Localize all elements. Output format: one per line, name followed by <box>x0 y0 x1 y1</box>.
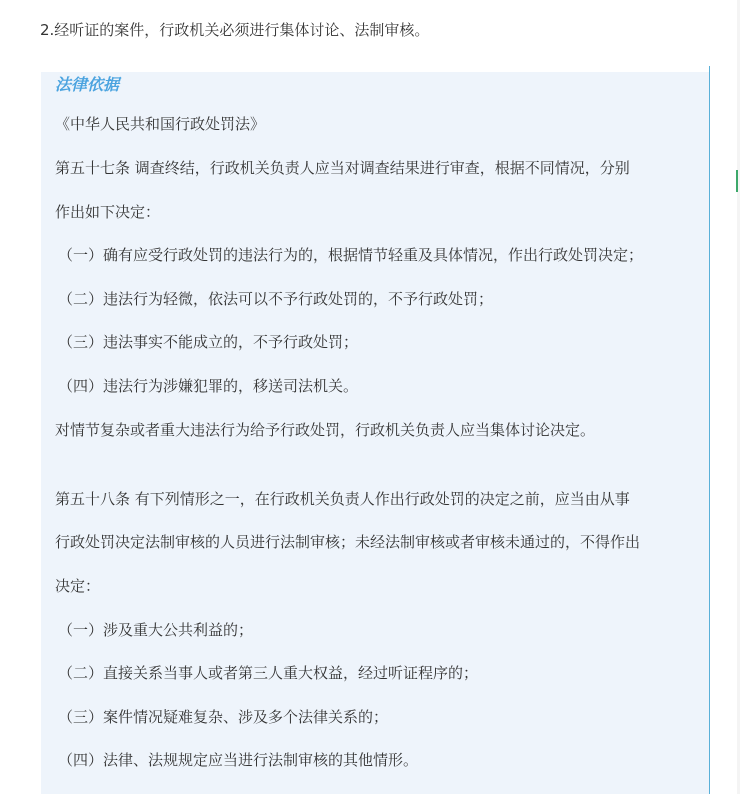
panel-heading: 法律依据 <box>55 75 120 94</box>
article-58-line-3: 决定： <box>55 577 101 595</box>
article-57-line-2: 作出如下决定： <box>55 203 161 221</box>
article-57-item: （一）确有应受行政处罚的违法行为的，根据情节轻重及具体情况，作出行政处罚决定； <box>58 246 644 264</box>
article-57-item: （三）违法事实不能成立的，不予行政处罚； <box>58 333 359 351</box>
article-57-item: （二）违法行为轻微，依法可以不予行政处罚的，不予行政处罚； <box>58 290 494 308</box>
article-58-line-1: 第五十八条 有下列情形之一，在行政机关负责人作出行政处罚的决定之前，应当由从事 <box>55 490 630 508</box>
article-57-line-1: 第五十七条 调查终结，行政机关负责人应当对调查结果进行审查，根据不同情况，分别 <box>55 159 630 177</box>
article-57-closing: 对情节复杂或者重大违法行为给予行政处罚，行政机关负责人应当集体讨论决定。 <box>55 421 596 439</box>
article-58-item: （四）法律、法规规定应当进行法制审核的其他情形。 <box>58 751 419 769</box>
article-58-line-2: 行政处罚决定法制审核的人员进行法制审核；未经法制审核或者审核未通过的，不得作出 <box>55 533 641 551</box>
law-title: 《中华人民共和国行政处罚法》 <box>55 115 266 133</box>
intro-paragraph: 2.经听证的案件，行政机关必须进行集体讨论、法制审核。 <box>40 21 430 39</box>
edge-marker <box>736 170 738 192</box>
article-57-item: （四）违法行为涉嫌犯罪的，移送司法机关。 <box>58 377 359 395</box>
article-58-item: （一）涉及重大公共利益的； <box>58 621 254 639</box>
panel-border <box>709 66 710 794</box>
article-58-item: （三）案件情况疑难复杂、涉及多个法律关系的； <box>58 708 389 726</box>
article-58-item: （二）直接关系当事人或者第三人重大权益，经过听证程序的； <box>58 664 479 682</box>
